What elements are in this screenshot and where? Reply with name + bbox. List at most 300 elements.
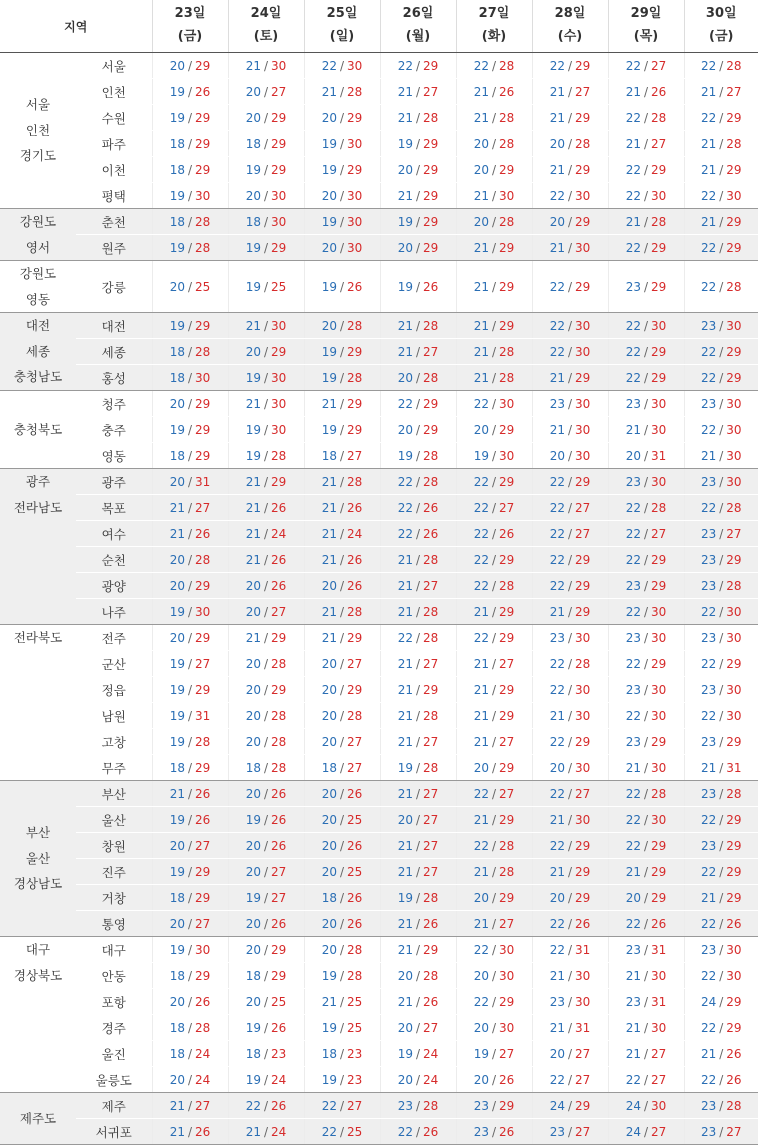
temp-separator: /: [641, 995, 651, 1009]
temp-cell: [152, 911, 228, 937]
min-temp: 19: [398, 449, 413, 463]
region-group-cell: [0, 209, 76, 261]
min-temp: 21: [550, 813, 565, 827]
max-temp: 27: [423, 735, 438, 749]
city-name: 춘천: [76, 209, 152, 235]
city-name: 대전: [76, 313, 152, 339]
temp-separator: /: [565, 1125, 575, 1139]
min-temp: 18: [170, 1047, 185, 1061]
max-temp: 28: [726, 280, 741, 294]
max-temp: 27: [423, 85, 438, 99]
temp-cell: [456, 339, 532, 365]
max-temp: 29: [423, 397, 438, 411]
temp-cell: [152, 1067, 228, 1093]
temp-separator: /: [641, 371, 651, 385]
temp-cell: [304, 1067, 380, 1093]
temp-separator: /: [641, 241, 651, 255]
region-name: 전라남도: [0, 495, 76, 521]
temp-cell: [228, 261, 304, 313]
temp-cell: [228, 963, 304, 989]
temp-separator: /: [565, 943, 575, 957]
city-row: [0, 209, 758, 235]
temp-separator: /: [413, 787, 423, 801]
max-temp: 28: [499, 371, 514, 385]
max-temp: 28: [726, 787, 741, 801]
temp-separator: /: [261, 85, 271, 99]
temp-separator: /: [489, 865, 499, 879]
max-temp: 30: [651, 813, 666, 827]
temp-separator: /: [337, 631, 347, 645]
max-temp: 26: [423, 280, 438, 294]
min-temp: 23: [626, 475, 641, 489]
region-name: 강원도: [0, 261, 76, 287]
min-temp: 21: [550, 423, 565, 437]
min-temp: 19: [246, 1073, 261, 1087]
min-temp: 20: [550, 137, 565, 151]
max-temp: 28: [651, 215, 666, 229]
region-group-cell: [0, 261, 76, 313]
temp-separator: /: [413, 813, 423, 827]
max-temp: 28: [271, 735, 286, 749]
temp-separator: /: [641, 59, 651, 73]
min-temp: 20: [246, 709, 261, 723]
temp-separator: /: [641, 397, 651, 411]
min-temp: 21: [550, 85, 565, 99]
max-temp: 24: [271, 1073, 286, 1087]
temp-separator: /: [565, 111, 575, 125]
max-temp: 29: [499, 683, 514, 697]
max-temp: 29: [499, 995, 514, 1009]
temp-cell: [380, 339, 456, 365]
temp-separator: /: [716, 683, 726, 697]
temp-cell: [380, 443, 456, 469]
min-temp: 21: [322, 605, 337, 619]
city-row: [0, 417, 758, 443]
city-row: [0, 885, 758, 911]
temp-cell: [532, 469, 608, 495]
max-temp: 29: [575, 891, 590, 905]
temp-cell: [304, 729, 380, 755]
temp-cell: [456, 625, 532, 651]
temp-separator: /: [185, 605, 195, 619]
max-temp: 27: [651, 1125, 666, 1139]
temp-cell: [608, 339, 684, 365]
max-temp: 31: [195, 709, 210, 723]
temp-separator: /: [641, 579, 651, 593]
day-weekday: (화): [457, 24, 532, 48]
temp-cell: [228, 131, 304, 157]
city-row: [0, 443, 758, 469]
temp-separator: /: [413, 631, 423, 645]
min-temp: 22: [626, 839, 641, 853]
min-temp: 22: [398, 397, 413, 411]
max-temp: 31: [651, 943, 666, 957]
max-temp: 29: [499, 280, 514, 294]
min-temp: 22: [474, 397, 489, 411]
region-name: 광주: [0, 469, 76, 495]
temp-separator: /: [261, 241, 271, 255]
temp-cell: [456, 495, 532, 521]
min-temp: 21: [474, 917, 489, 931]
temp-cell: [304, 469, 380, 495]
min-temp: 21: [398, 85, 413, 99]
temp-separator: /: [261, 969, 271, 983]
max-temp: 29: [271, 631, 286, 645]
city-name: 포항: [76, 989, 152, 1015]
region-name: 서울: [0, 92, 76, 118]
min-temp: 21: [398, 995, 413, 1009]
max-temp: 27: [726, 527, 741, 541]
temp-separator: /: [261, 917, 271, 931]
max-temp: 29: [195, 631, 210, 645]
min-temp: 22: [701, 345, 716, 359]
temp-cell: [608, 261, 684, 313]
temp-cell: [532, 521, 608, 547]
temp-separator: /: [489, 280, 499, 294]
temp-cell: [304, 53, 380, 79]
max-temp: 30: [651, 475, 666, 489]
temp-separator: /: [413, 657, 423, 671]
min-temp: 18: [322, 761, 337, 775]
max-temp: 30: [499, 449, 514, 463]
temp-separator: /: [641, 865, 651, 879]
min-temp: 23: [626, 683, 641, 697]
temp-cell: [228, 911, 304, 937]
min-temp: 20: [398, 241, 413, 255]
temp-separator: /: [489, 163, 499, 177]
min-temp: 22: [626, 917, 641, 931]
city-row: [0, 625, 758, 651]
max-temp: 26: [271, 1021, 286, 1035]
temp-separator: /: [413, 1073, 423, 1087]
city-name: 대구: [76, 937, 152, 963]
temp-separator: /: [565, 1073, 575, 1087]
temp-separator: /: [185, 1073, 195, 1087]
temp-cell: [608, 833, 684, 859]
max-temp: 25: [347, 995, 362, 1009]
min-temp: 22: [322, 1125, 337, 1139]
max-temp: 28: [347, 605, 362, 619]
temp-cell: [152, 1119, 228, 1145]
temp-separator: /: [413, 1021, 423, 1035]
temp-cell: [304, 105, 380, 131]
temp-cell: [304, 365, 380, 391]
max-temp: 30: [651, 1099, 666, 1113]
min-temp: 20: [246, 995, 261, 1009]
max-temp: 29: [575, 1099, 590, 1113]
temp-separator: /: [716, 137, 726, 151]
temp-separator: /: [641, 787, 651, 801]
temp-separator: /: [716, 1125, 726, 1139]
min-temp: 19: [170, 423, 185, 437]
min-temp: 19: [322, 423, 337, 437]
min-temp: 21: [474, 189, 489, 203]
max-temp: 28: [423, 371, 438, 385]
max-temp: 24: [423, 1073, 438, 1087]
max-temp: 29: [575, 553, 590, 567]
max-temp: 26: [575, 917, 590, 931]
min-temp: 20: [322, 813, 337, 827]
temp-cell: [228, 105, 304, 131]
max-temp: 29: [499, 241, 514, 255]
temp-separator: /: [337, 1073, 347, 1087]
max-temp: 30: [575, 449, 590, 463]
min-temp: 22: [701, 280, 716, 294]
min-temp: 21: [701, 891, 716, 905]
min-temp: 21: [550, 241, 565, 255]
temp-cell: [684, 157, 758, 183]
city-name: 청주: [76, 391, 152, 417]
temp-cell: [456, 573, 532, 599]
city-name: 광주: [76, 469, 152, 495]
temp-separator: /: [261, 1021, 271, 1035]
min-temp: 20: [550, 215, 565, 229]
min-temp: 22: [550, 189, 565, 203]
temp-separator: /: [185, 787, 195, 801]
temp-separator: /: [261, 449, 271, 463]
temp-separator: /: [185, 501, 195, 515]
min-temp: 21: [474, 709, 489, 723]
max-temp: 30: [575, 319, 590, 333]
temp-cell: [380, 469, 456, 495]
temp-separator: /: [489, 111, 499, 125]
max-temp: 24: [347, 527, 362, 541]
min-temp: 23: [701, 475, 716, 489]
temp-separator: /: [337, 449, 347, 463]
temp-cell: [608, 131, 684, 157]
max-temp: 29: [499, 319, 514, 333]
temp-cell: [456, 157, 532, 183]
min-temp: 20: [246, 839, 261, 853]
temp-cell: [532, 755, 608, 781]
min-temp: 21: [398, 709, 413, 723]
city-name: 서귀포: [76, 1119, 152, 1145]
temp-cell: [228, 339, 304, 365]
max-temp: 28: [347, 943, 362, 957]
min-temp: 20: [246, 605, 261, 619]
max-temp: 29: [195, 423, 210, 437]
temp-separator: /: [565, 787, 575, 801]
min-temp: 22: [550, 917, 565, 931]
min-temp: 23: [550, 397, 565, 411]
temp-separator: /: [261, 995, 271, 1009]
day-header: [456, 0, 532, 53]
temp-separator: /: [716, 241, 726, 255]
city-row: [0, 1093, 758, 1119]
max-temp: 30: [347, 59, 362, 73]
max-temp: 25: [347, 1125, 362, 1139]
max-temp: 29: [499, 475, 514, 489]
min-temp: 20: [474, 1073, 489, 1087]
temp-cell: [532, 183, 608, 209]
min-temp: 22: [626, 813, 641, 827]
temp-cell: [228, 1093, 304, 1119]
temp-separator: /: [716, 605, 726, 619]
max-temp: 26: [271, 579, 286, 593]
max-temp: 28: [651, 501, 666, 515]
forecast-body: [0, 53, 758, 1145]
min-temp: 20: [474, 761, 489, 775]
temp-cell: [608, 781, 684, 807]
day-header: [152, 0, 228, 53]
temp-separator: /: [489, 501, 499, 515]
max-temp: 29: [195, 683, 210, 697]
city-row: [0, 573, 758, 599]
temp-cell: [608, 417, 684, 443]
temp-separator: /: [413, 475, 423, 489]
min-temp: 21: [474, 735, 489, 749]
temp-cell: [532, 937, 608, 963]
temp-separator: /: [337, 527, 347, 541]
max-temp: 29: [651, 891, 666, 905]
max-temp: 27: [423, 579, 438, 593]
max-temp: 27: [423, 787, 438, 801]
temp-cell: [152, 781, 228, 807]
temp-separator: /: [716, 371, 726, 385]
min-temp: 20: [322, 865, 337, 879]
max-temp: 29: [423, 189, 438, 203]
temp-cell: [380, 313, 456, 339]
temp-separator: /: [641, 553, 651, 567]
temp-separator: /: [489, 657, 499, 671]
header-row: [0, 0, 758, 53]
min-temp: 21: [246, 475, 261, 489]
max-temp: 27: [575, 85, 590, 99]
max-temp: 29: [499, 423, 514, 437]
min-temp: 20: [322, 943, 337, 957]
city-row: [0, 495, 758, 521]
min-temp: 20: [170, 475, 185, 489]
temp-separator: /: [716, 397, 726, 411]
temp-separator: /: [337, 657, 347, 671]
temp-cell: [608, 365, 684, 391]
min-temp: 21: [626, 761, 641, 775]
max-temp: 30: [347, 137, 362, 151]
temp-cell: [684, 495, 758, 521]
max-temp: 29: [271, 241, 286, 255]
city-name: 평택: [76, 183, 152, 209]
temp-separator: /: [337, 280, 347, 294]
min-temp: 21: [246, 397, 261, 411]
min-temp: 23: [701, 1125, 716, 1139]
city-name: 순천: [76, 547, 152, 573]
temp-separator: /: [185, 943, 195, 957]
max-temp: 25: [347, 813, 362, 827]
temp-cell: [228, 1041, 304, 1067]
min-temp: 21: [398, 605, 413, 619]
temp-separator: /: [337, 735, 347, 749]
max-temp: 27: [575, 1073, 590, 1087]
temp-cell: [152, 989, 228, 1015]
min-temp: 23: [550, 631, 565, 645]
min-temp: 21: [474, 865, 489, 879]
max-temp: 28: [347, 85, 362, 99]
temp-cell: [456, 1015, 532, 1041]
city-row: [0, 911, 758, 937]
min-temp: 21: [626, 215, 641, 229]
max-temp: 30: [271, 319, 286, 333]
temp-separator: /: [185, 1099, 195, 1113]
temp-cell: [532, 209, 608, 235]
max-temp: 28: [651, 111, 666, 125]
min-temp: 19: [398, 137, 413, 151]
temp-cell: [228, 365, 304, 391]
min-temp: 23: [701, 839, 716, 853]
max-temp: 31: [651, 449, 666, 463]
city-name: 울진: [76, 1041, 152, 1067]
temp-cell: [152, 963, 228, 989]
temp-separator: /: [261, 761, 271, 775]
temp-cell: [456, 885, 532, 911]
temp-separator: /: [565, 605, 575, 619]
min-temp: 21: [550, 371, 565, 385]
min-temp: 22: [398, 59, 413, 73]
temp-separator: /: [489, 319, 499, 333]
min-temp: 19: [474, 1047, 489, 1061]
temp-cell: [228, 807, 304, 833]
temp-cell: [532, 729, 608, 755]
temp-cell: [152, 807, 228, 833]
temp-separator: /: [185, 137, 195, 151]
max-temp: 29: [726, 553, 741, 567]
min-temp: 22: [626, 501, 641, 515]
max-temp: 30: [651, 319, 666, 333]
max-temp: 29: [726, 241, 741, 255]
region-name: 제주도: [0, 1106, 76, 1132]
region-group-cell: [0, 781, 76, 937]
max-temp: 29: [347, 631, 362, 645]
min-temp: 22: [550, 280, 565, 294]
min-temp: 23: [626, 397, 641, 411]
temp-cell: [380, 599, 456, 625]
max-temp: 28: [195, 1021, 210, 1035]
max-temp: 29: [575, 579, 590, 593]
max-temp: 30: [651, 683, 666, 697]
min-temp: 21: [474, 657, 489, 671]
temp-separator: /: [413, 891, 423, 905]
min-temp: 22: [474, 787, 489, 801]
day-header: [228, 0, 304, 53]
temp-separator: /: [716, 1099, 726, 1113]
min-temp: 20: [474, 423, 489, 437]
min-temp: 21: [474, 813, 489, 827]
temp-separator: /: [489, 85, 499, 99]
temp-separator: /: [337, 917, 347, 931]
region-name: 전라북도: [0, 625, 76, 651]
temp-cell: [608, 547, 684, 573]
temp-cell: [456, 131, 532, 157]
temp-cell: [228, 1015, 304, 1041]
temp-cell: [532, 547, 608, 573]
temp-separator: /: [641, 1125, 651, 1139]
temp-cell: [456, 105, 532, 131]
min-temp: 18: [170, 215, 185, 229]
temp-cell: [380, 1067, 456, 1093]
min-temp: 21: [701, 137, 716, 151]
temp-separator: /: [185, 85, 195, 99]
min-temp: 21: [701, 449, 716, 463]
temp-separator: /: [185, 631, 195, 645]
temp-separator: /: [565, 917, 575, 931]
temp-separator: /: [185, 371, 195, 385]
min-temp: 22: [626, 59, 641, 73]
max-temp: 26: [271, 1099, 286, 1113]
temp-cell: [608, 391, 684, 417]
temp-cell: [608, 53, 684, 79]
temp-cell: [608, 183, 684, 209]
min-temp: 21: [626, 423, 641, 437]
max-temp: 29: [423, 59, 438, 73]
